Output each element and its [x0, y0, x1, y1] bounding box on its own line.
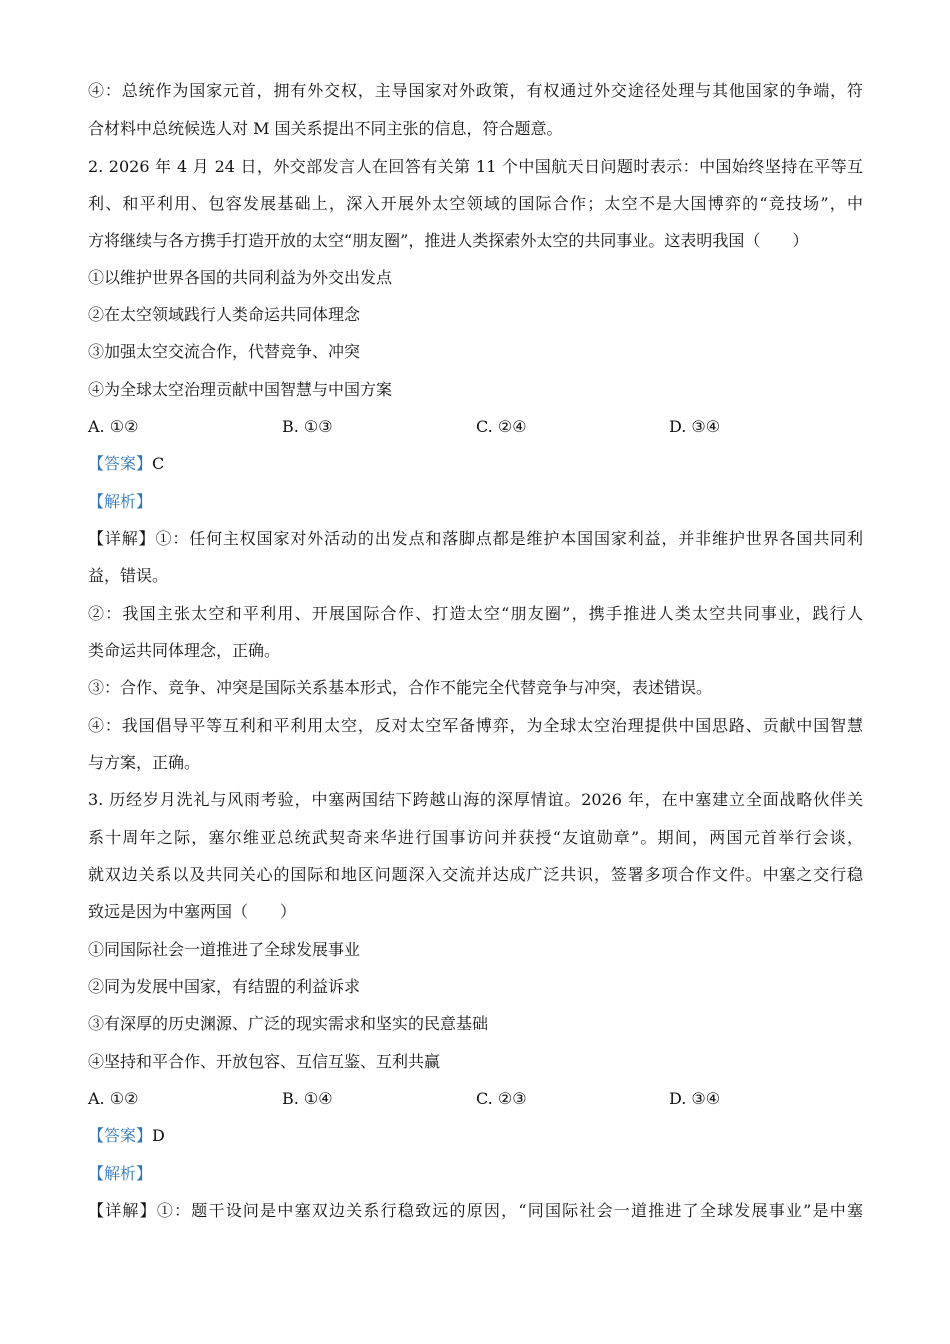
detail-tag: 【详解】	[88, 529, 156, 548]
q3-option-a: A. ①②	[88, 1089, 139, 1108]
q2-options	[88, 415, 863, 439]
analysis-tag: 【解析】	[88, 1164, 153, 1183]
q3-item: ①同国际社会一道推进了全球发展事业	[88, 940, 361, 959]
q2-detail-line: 益，错误。	[88, 566, 169, 585]
q2-detail-line: 类命运共同体理念，正确。	[88, 641, 281, 660]
q2-item: ①以维护世界各国的共同利益为外交出发点	[88, 268, 393, 287]
q3-item: ④坚持和平合作、开放包容、互信互鉴、互利共赢	[88, 1052, 441, 1071]
q2-detail-line: ②：我国主张太空和平利用、开展国际合作、打造太空“朋友圈”，携手推进人类太空共同事业，践行人	[88, 604, 863, 623]
q3-option-c: C. ②③	[476, 1089, 527, 1108]
q2-stem-line: 方将继续与各方携手打造开放的太空“朋友圈”，推进人类探索外太空的共同事业。这表明我国（ ）	[88, 231, 809, 250]
q3-item: ③有深厚的历史渊源、广泛的现实需求和坚实的民意基础	[88, 1014, 489, 1033]
detail-tag: 【详解】	[88, 1201, 157, 1220]
q2-option-c: C. ②④	[476, 417, 527, 436]
q2-detail-line: ④：我国倡导平等互利和平利用太空，反对太空军备博弈，为全球太空治理提供中国思路、贡献中国智慧	[88, 716, 863, 735]
q2-stem-line: 利、和平利用、包容发展基础上，深入开展外太空领域的国际合作；太空不是大国博弈的“竞技场”，中	[88, 194, 863, 213]
answer-tag: 【答案】	[88, 454, 153, 473]
analysis-tag: 【解析】	[88, 492, 153, 511]
q3-answer	[88, 1124, 863, 1148]
q3-options	[88, 1087, 863, 1111]
detail-text: ①：任何主权国家对外活动的出发点和落脚点都是维护本国国家利益，并非维护世界各国共同利	[155, 529, 863, 548]
q2-option-b: B. ①③	[282, 417, 333, 436]
q2-answer	[88, 452, 863, 476]
q2-option-d: D. ③④	[669, 417, 721, 436]
q3-item: ②同为发展中国家，有结盟的利益诉求	[88, 977, 361, 996]
q1-analysis-line: 合材料中总统候选人对 M 国关系提出不同主张的信息，符合题意。	[88, 119, 563, 138]
q2-detail-line	[88, 527, 863, 551]
q3-analysis-heading	[88, 1162, 863, 1186]
q3-stem-line: 致远是因为中塞两国（ ）	[88, 902, 297, 921]
q2-detail-line: 与方案，正确。	[88, 753, 201, 772]
answer-tag: 【答案】	[88, 1126, 153, 1145]
q2-item: ②在太空领域践行人类命运共同体理念	[88, 305, 361, 324]
q2-item: ④为全球太空治理贡献中国智慧与中国方案	[88, 380, 393, 399]
q2-detail-line: ③：合作、竞争、冲突是国际关系基本形式，合作不能完全代替竞争与冲突，表述错误。	[88, 678, 713, 697]
q3-option-d: D. ③④	[669, 1089, 721, 1108]
q3-stem-line: 系十周年之际，塞尔维亚总统武契奇来华进行国事访问并获授“友谊勋章”。期间，两国元首举行会谈，	[88, 828, 863, 847]
q1-analysis-line: ④：总统作为国家元首，拥有外交权，主导国家对外政策，有权通过外交途径处理与其他国家的争端，符	[88, 81, 863, 100]
q2-analysis-heading	[88, 490, 863, 514]
q3-stem-line: 就双边关系以及共同关心的国际和地区问题深入交流并达成广泛共识，签署多项合作文件。中塞之交行稳	[88, 865, 863, 884]
q2-item: ③加强太空交流合作，代替竞争、冲突	[88, 342, 361, 361]
q2-stem-line: 2. 2026 年 4 月 24 日，外交部发言人在回答有关第 11 个中国航天日问题时表示：中国始终坚持在平等互	[88, 157, 863, 176]
q3-option-b: B. ①④	[282, 1089, 333, 1108]
answer-value: D	[152, 1126, 165, 1145]
detail-text: ①：题干设问是中塞双边关系行稳致远的原因，“同国际社会一道推进了全球发展事业”是中塞	[156, 1201, 863, 1220]
q3-stem-line: 3. 历经岁月洗礼与风雨考验，中塞两国结下跨越山海的深厚情谊。2026 年，在中塞建立全面战略伙伴关	[88, 790, 863, 809]
q3-detail-line	[88, 1199, 863, 1223]
answer-value: C	[152, 454, 165, 473]
q2-option-a: A. ①②	[88, 417, 139, 436]
